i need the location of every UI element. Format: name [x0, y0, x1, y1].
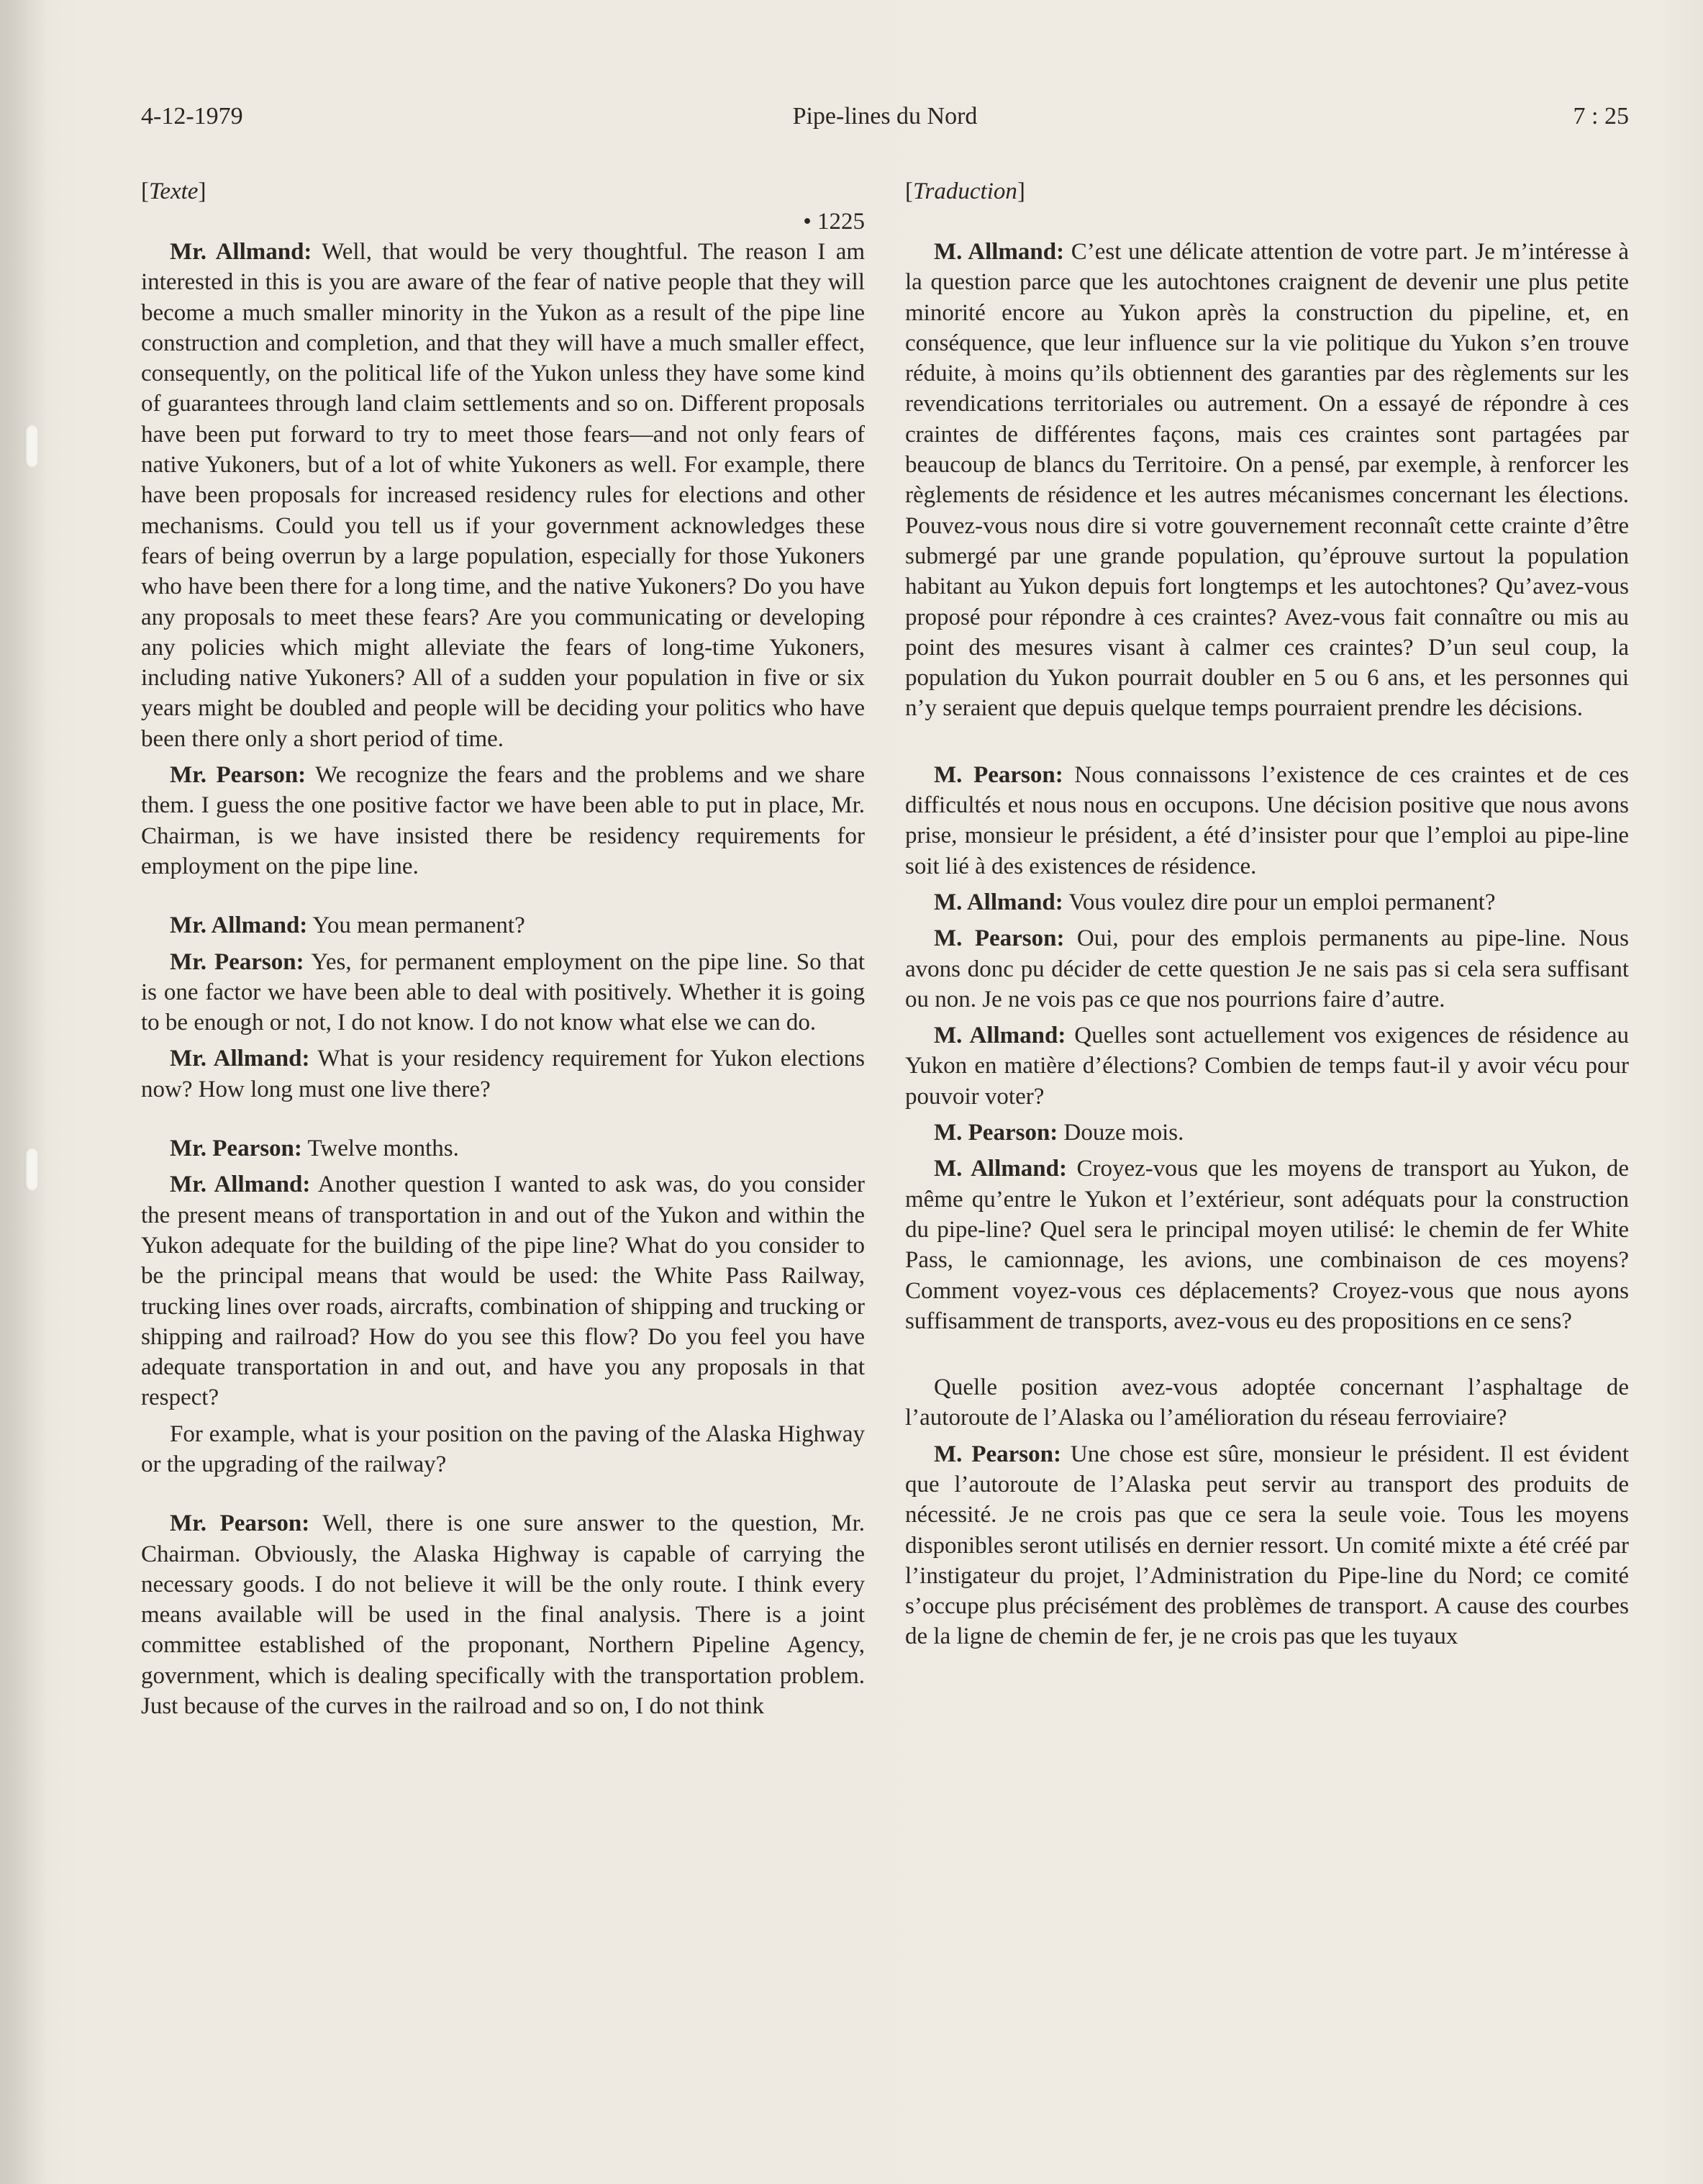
speaker-name: M. Pearson:: [934, 925, 1065, 952]
speaker-name: Mr. Pearson:: [170, 1136, 302, 1162]
paragraph: [905, 923, 1629, 1015]
speaker-name: M. Pearson:: [934, 761, 1063, 788]
left-column: [141, 176, 865, 1721]
paragraph: [905, 1372, 1629, 1433]
paragraph: [141, 910, 865, 941]
paragraph: [141, 1133, 865, 1164]
paragraph-text: We recognize the fears and the problems and we share them. I guess the one positive factor we have been able to put in place, Mr. Chairman, is we have insisted there be residency requirements for employment on the pipe line.: [141, 762, 866, 879]
binding-edge: [0, 0, 50, 2184]
speaker-name: M. Allmand:: [934, 1023, 1066, 1049]
speaker-name: M. Pearson:: [934, 1441, 1061, 1467]
speaker-name: M. Allmand:: [934, 889, 1063, 915]
paragraph-text: Quelle position avez-vous adoptée concernant l’asphaltage de l’autoroute de l’Alaska ou l’amélioration du réseau ferroviaire?: [905, 1374, 1629, 1431]
punch-hole: [24, 1148, 37, 1191]
paragraph: [905, 1118, 1629, 1148]
paragraph: [905, 760, 1629, 882]
speaker-name: Mr. Allmand:: [170, 239, 312, 265]
paragraph: [141, 1419, 865, 1480]
paragraph-text: Well, that would be very thoughtful. The reason I am interested in this is you are aware of the fear of native people that they will become a much smaller minority in the Yukon as a result of the pipe line construction and completion, and that they will have a much smaller effect, consequently, on the political life of the Yukon unless they have some kind of guarantees through land claim settlements and so on. Different proposals have been put forward to try to meet those fears—and not only fears of native Yukoners, but of a lot of white Yukoners as well. For example, there have been proposals for increased residency rules for elections and other mechanisms. Could you tell us if your government acknowledges these fears of being overrun by a large population, especially for those Yukoners who have been there for a long time, and the native Yukoners? Do you have any proposals to meet these fears? Are you communicating or developing any policies which might alleviate the fears of long-time Yukoners, including native Yukoners? All of a sudden your population in five or six years might be doubled and people will be deciding your politics who have been there only a short period of time.: [141, 239, 866, 752]
paragraph-text: Une chose est sûre, monsieur le président. Il est évident que l’autoroute de l’Alaska peut servir au transport des produits de nécessité. Je ne crois pas que ce sera la seule voie. Tous les moyens disponibles seront utilisés en dernier ressort. Un comité mixte a été créé par l’instigateur du projet, l’Administration du Pipe-line du Nord; ce comité s’occupe plus précisément des problèmes de transport. A cause des courbes de la ligne de chemin de fer, je ne crois pas que les tuyaux: [905, 1441, 1629, 1650]
speaker-name: Mr. Allmand:: [170, 912, 308, 939]
paragraph: [141, 237, 865, 754]
paragraph: [141, 1043, 865, 1105]
speaker-name: Mr. Allmand:: [170, 1172, 311, 1198]
paragraph-text: Douze mois.: [1058, 1120, 1184, 1146]
paragraph-text: C’est une délicate attention de votre part. Je m’intéresse à la question parce que les autochtones craignent de devenir une plus petite minorité encore au Yukon après la construction du pipeline, et, en conséquence, que leur influence sur la vie politique du Yukon s’en trouve réduite, à moins qu’ils obtiennent des garanties par des règlements sur les revendications territoriales ou autrement. On a essayé de répondre à ces craintes de différentes façons, mais ces craintes sont partagées par beaucoup de blancs du Territoire. On a pensé, par exemple, à renforcer les règlements de résidence et les autres mécanismes concernant les élections. Pouvez-vous nous dire si votre gouvernement reconnaît cette crainte d’être submergé par une grande population, qu’éprouve surtout la population habitant au Yukon depuis fort longtemps et les autochtones? Qu’avez-vous proposé pour répondre à ces craintes? Avez-vous fait connaître ou mis au point des mesures visant à calmer ces craintes? D’un seul coup, la population du Yukon pourrait doubler en 5 ou 6 ans, et les personnes qui n’y seraient que depuis quelque temps pourraient prendre les décisions.: [905, 239, 1629, 722]
paragraph-text: Nous connaissons l’existence de ces craintes et de ces difficultés et nous nous en occupons. Une décision positive que nous avons prise, monsieur le président, a été d’insister pour que l’emploi au pipe-line soit lié à des existences de résidence.: [905, 761, 1629, 879]
header-title: Pipe-lines du Nord: [792, 103, 978, 130]
paragraph: [141, 1508, 865, 1721]
speaker-name: Mr. Pearson:: [170, 948, 304, 975]
paragraph-text: Oui, pour des emplois permanents au pipe-line. Nous avons donc pu décider de cette question Je ne sais pas si cela sera suffisant ou non. Je ne vois pas ce que nos pourrions faire d’autre.: [905, 925, 1629, 1012]
speaker-name: Mr. Pearson:: [170, 762, 306, 789]
header-date: 4-12-1979: [141, 103, 243, 130]
paragraph-text: For example, what is your position on the paving of the Alaska Highway or the upgrading of the railway?: [141, 1420, 865, 1477]
paragraph-text: You mean permanent?: [307, 912, 525, 939]
speaker-name: M. Allmand:: [934, 239, 1065, 265]
paragraph: [905, 1154, 1629, 1336]
paragraph: [905, 1020, 1629, 1112]
time-marker: • 1225: [803, 209, 865, 235]
paragraph: [905, 1439, 1629, 1652]
speaker-name: M. Allmand:: [934, 1156, 1067, 1182]
column-label: [Texte]: [141, 178, 206, 204]
paragraph-text: Another question I wanted to ask was, do you consider the present means of transportation in and out of the Yukon and within the Yukon adequate for the building of the pipe line? What do you consider to be the principal means that would be used: the White Pass Railway, trucking lines over roads, aircrafts, combination of shipping and trucking or shipping and railroad? How do you see this flow? Do you feel you have adequate transportation in and out, and have you any proposals in that respect?: [141, 1172, 866, 1411]
paragraph-text: Vous voulez dire pour un emploi permanent?: [1063, 889, 1496, 915]
speaker-name: M. Pearson:: [934, 1120, 1058, 1146]
header-page-number: 7 : 25: [1573, 103, 1629, 130]
paragraph-text: Quelles sont actuellement vos exigences de résidence au Yukon en matière d’élections? Combien de temps faut-il y avoir vécu pour pouvoir voter?: [905, 1023, 1629, 1110]
paragraph-text: Croyez-vous que les moyens de transport au Yukon, de même qu’entre le Yukon et l’extérieur, sont adéquats pour la construction du pipe-line? Quel sera le principal moyen utilisé: le chemin de fer White Pass, le camionnage, les avions, une combinaison de ces moyens? Comment voyez-vous ces déplacements? Croyez-vous que nous ayons suffisamment de transports, avez-vous eu des propositions en ce sens?: [905, 1156, 1629, 1334]
paragraph-text: Well, there is one sure answer to the question, Mr. Chairman. Obviously, the Alaska Highway is capable of carrying the necessary goods. I do not believe it will be the only route. I think every means available will be used in the final analysis. There is a joint committee established of the proponant, Northern Pipeline Agency, government, which is dealing specifically with the transportation problem. Just because of the curves in the railroad and so on, I do not think: [141, 1510, 865, 1720]
page-header: [141, 102, 1629, 131]
speaker-name: Mr. Allmand:: [170, 1046, 310, 1072]
paragraph-text: Twelve months.: [301, 1136, 459, 1162]
paragraph: [141, 947, 865, 1038]
paragraph-text: What is your residency requirement for Yukon elections now? How long must one live there?: [141, 1046, 866, 1102]
paragraph: [141, 760, 865, 882]
right-column: [905, 176, 1629, 1652]
speaker-name: Mr. Pearson:: [170, 1510, 310, 1537]
paragraph: [905, 237, 1629, 724]
paragraph: [905, 887, 1629, 917]
column-label: [Traduction]: [905, 178, 1025, 204]
paragraph-text: Yes, for permanent employment on the pipe line. So that is one factor we have been able to deal with positively. Whether it is going to be enough or not, I do not know. I do not know what else we can do.: [141, 948, 865, 1036]
punch-hole: [24, 425, 37, 468]
paragraph: [141, 1169, 865, 1413]
